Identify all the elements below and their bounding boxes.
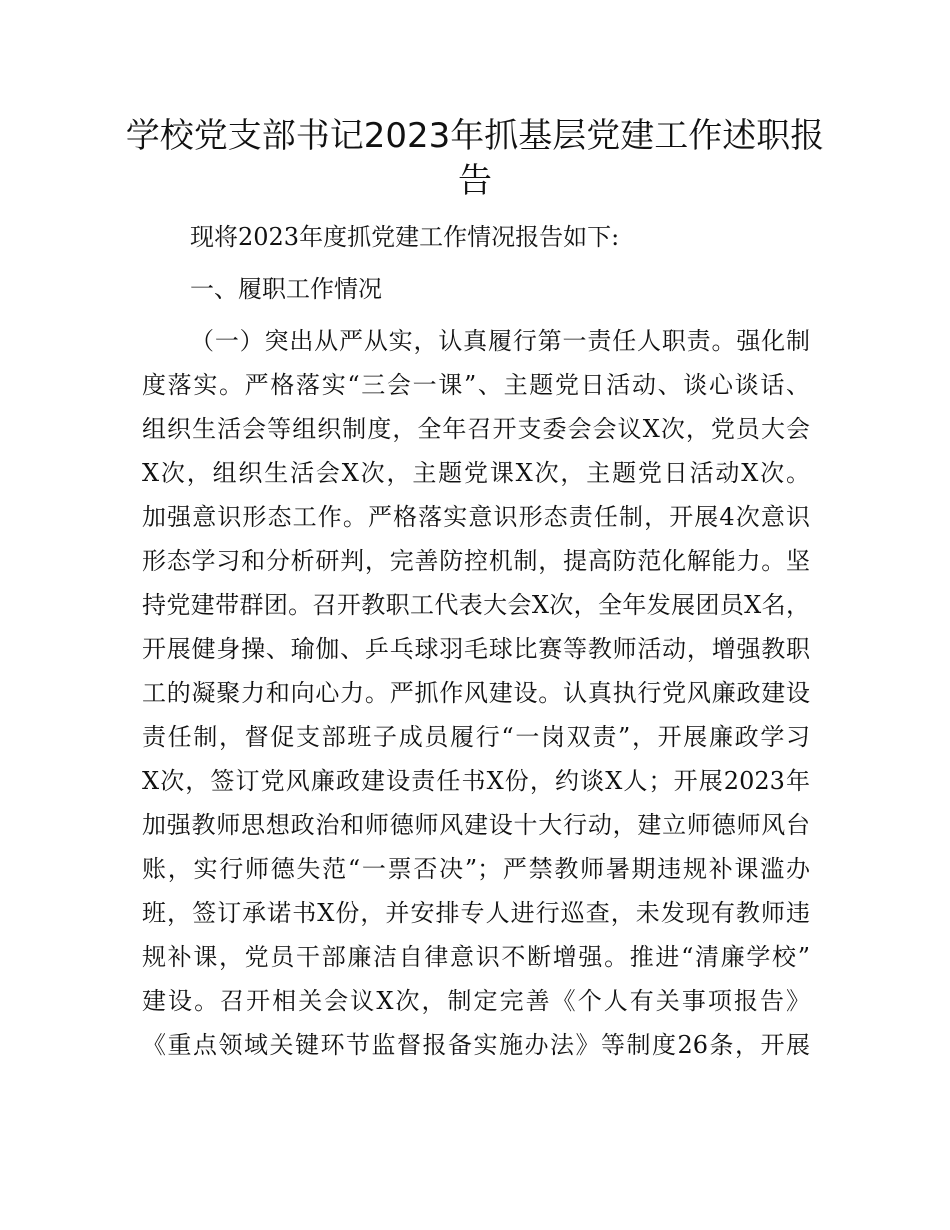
paragraph-line: 规补课，党员干部廉洁自律意识不断增强。推进“清廉学校” — [142, 943, 810, 971]
paragraph-line: 加强教师思想政治和师德师风建设十大行动，建立师德师风台 — [142, 811, 810, 839]
paragraph-line: 开展健身操、瑜伽、乒乓球羽毛球比赛等教师活动，增强教职 — [142, 635, 810, 663]
paragraph-line: X次，签订党风廉政建设责任书X份，约谈X人；开展2023年 — [142, 767, 810, 795]
paragraph-line: X次，组织生活会X次，主题党课X次，主题党日活动X次。 — [142, 459, 810, 487]
paragraph-line: 工的凝聚力和向心力。严抓作风建设。认真执行党风廉政建设 — [142, 679, 810, 707]
paragraph-line: 建设。召开相关会议X次，制定完善《个人有关事项报告》 — [142, 987, 810, 1015]
document-title-line-1: 学校党支部书记2023年抓基层党建工作述职报 — [125, 116, 825, 156]
paragraph-line: 《重点领域关键环节监督报备实施办法》等制度26条，开展 — [142, 1031, 810, 1059]
intro-paragraph: 现将2023年度抓党建工作情况报告如下: — [190, 223, 620, 251]
document-title-line-2: 告 — [458, 161, 492, 201]
paragraph-line: 班，签订承诺书X份，并安排专人进行巡查，未发现有教师违 — [142, 899, 810, 927]
paragraph-line: 加强意识形态工作。严格落实意识形态责任制，开展4次意识 — [142, 503, 810, 531]
paragraph-line: 账，实行师德失范“一票否决”；严禁教师暑期违规补课滥办 — [142, 855, 810, 883]
paragraph-line: 持党建带群团。召开教职工代表大会X次，全年发展团员X名， — [142, 591, 810, 619]
section-heading: 一、履职工作情况 — [190, 275, 382, 303]
paragraph-line: 度落实。严格落实“三会一课”、主题党日活动、谈心谈话、 — [142, 371, 810, 399]
paragraph-line: （一）突出从严从实，认真履行第一责任人职责。强化制 — [190, 327, 810, 355]
paragraph-line: 形态学习和分析研判，完善防控机制，提高防范化解能力。坚 — [142, 547, 810, 575]
paragraph-line: 责任制，督促支部班子成员履行“一岗双责”，开展廉政学习 — [142, 723, 810, 751]
paragraph-line: 组织生活会等组织制度，全年召开支委会会议X次，党员大会 — [142, 415, 810, 443]
